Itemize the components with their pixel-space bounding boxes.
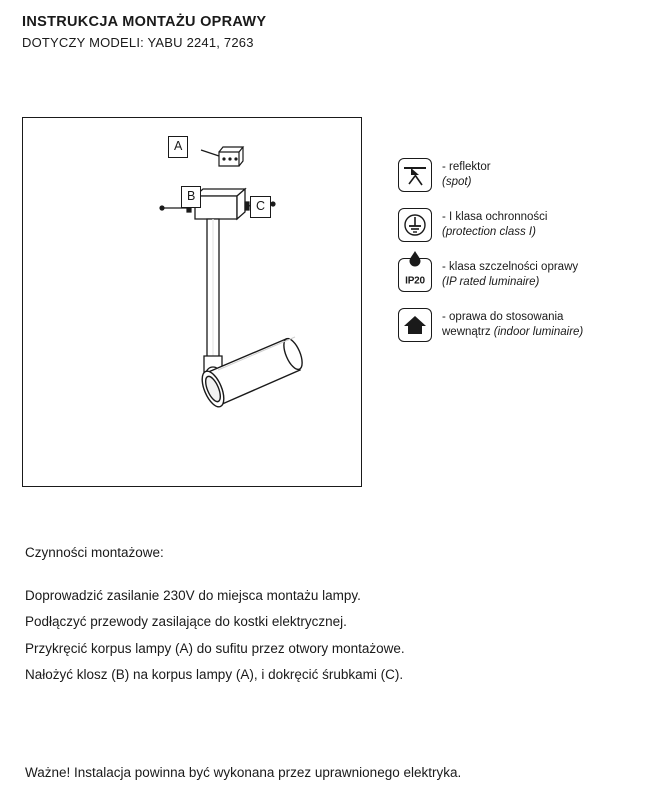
document-header: [22, 14, 622, 51]
instruction-line: Doprowadzić zasilanie 230V do miejsca montażu lampy.: [25, 587, 361, 603]
callout-a: A: [168, 136, 188, 158]
legend-item-en: (IP rated luminaire): [442, 276, 540, 289]
ip20-label: IP20: [405, 275, 425, 287]
legend-item-text: [442, 208, 547, 240]
instruction-line: Nałożyć klosz (B) na korpus lampy (A), i dokręcić śrubkami (C).: [25, 667, 404, 683]
legend-item-pl: - reflektor: [442, 161, 491, 173]
legend-item: [398, 158, 648, 192]
page-subtitle: DOTYCZY MODELI: YABU 2241, 7263: [22, 35, 254, 51]
instruction-line: Przykręcić korpus lampy (A) do sufitu przez otwory montażowe.: [25, 640, 405, 656]
indoor-home-icon: [398, 308, 432, 342]
legend-item-text: [442, 158, 491, 190]
ip20-icon: [398, 258, 432, 292]
spot-reflector-icon: [398, 158, 432, 192]
legend-item-text: [442, 308, 583, 340]
legend-item-text: [442, 258, 578, 290]
legend-item-pl2-text: wewnątrz: [442, 326, 491, 339]
callout-c: C: [250, 196, 271, 218]
legend-item-en: (indoor luminaire): [493, 326, 584, 339]
instruction-line: Podłączyć przewody zasilające do kostki elektrycznej.: [25, 614, 347, 630]
callout-b: B: [181, 186, 201, 208]
protection-class-1-icon: [398, 208, 432, 242]
luminaire-drawing: [23, 118, 361, 486]
symbol-legend: [398, 158, 648, 358]
legend-item: [398, 258, 648, 292]
important-note: Ważne! Instalacja powinna być wykonana przez uprawnionego elektryka.: [25, 765, 462, 780]
legend-item-en: (spot): [442, 176, 472, 189]
legend-item-pl: - I klasa ochronności: [442, 211, 548, 223]
legend-item: [398, 308, 648, 342]
legend-item-pl: - oprawa do stosowania: [442, 311, 564, 323]
legend-item-en: (protection class I): [442, 226, 536, 239]
page-title: INSTRUKCJA MONTAŻU OPRAWY: [22, 14, 267, 30]
legend-item-pl: - klasa szczelności oprawy: [442, 261, 579, 273]
assembly-diagram: [22, 117, 362, 487]
instructions-heading: Czynności montażowe:: [25, 545, 164, 560]
legend-item-pl2: [442, 325, 583, 340]
instructions-block: [25, 546, 640, 692]
legend-item: [398, 208, 648, 242]
